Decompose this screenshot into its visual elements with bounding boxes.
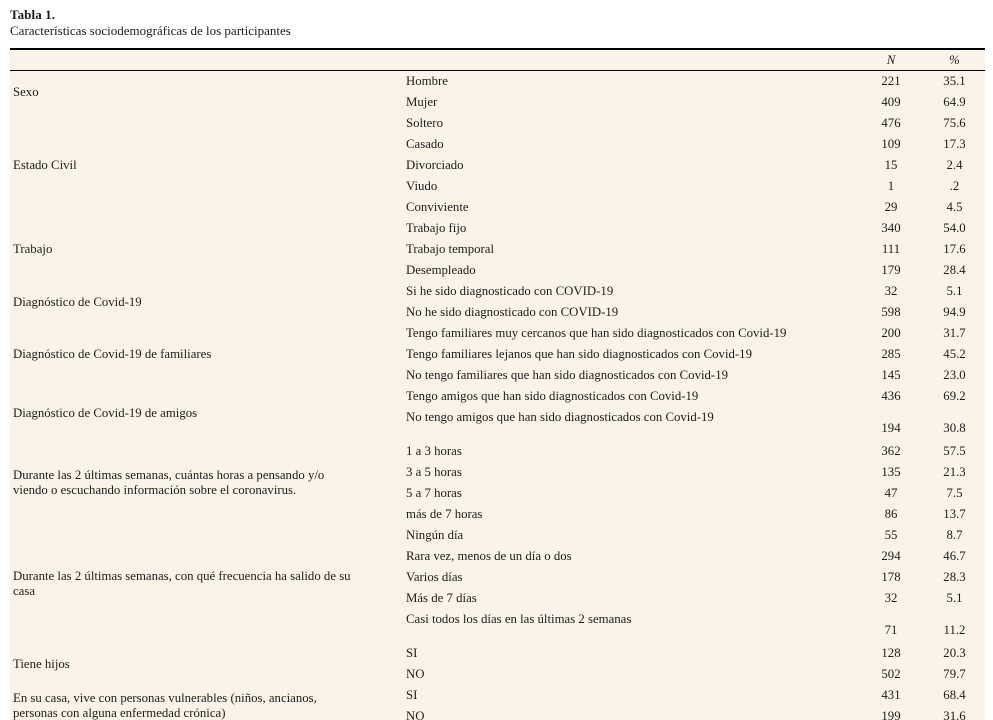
table-row — [10, 323, 985, 344]
pct-value-cell: .2 — [949, 179, 960, 193]
pct-value-cell: 45.2 — [943, 347, 966, 361]
pct-value-cell: 94.9 — [943, 305, 966, 319]
item-cell: Conviviente — [406, 200, 469, 214]
pct-value-cell: 7.5 — [946, 486, 963, 500]
category-cell: Tiene hijos — [13, 656, 70, 671]
pct-value-cell: 31.7 — [943, 326, 966, 340]
pct-value-cell: 28.3 — [943, 570, 966, 584]
table-row — [10, 685, 985, 706]
n-value-cell: 285 — [881, 347, 901, 361]
pct-value-cell: 30.8 — [943, 421, 966, 435]
item-cell: Divorciado — [406, 158, 464, 172]
n-value-cell: 436 — [881, 389, 901, 403]
pct-value-cell: 20.3 — [943, 646, 966, 660]
n-value-cell: 47 — [884, 486, 898, 500]
pct-value-cell: 5.1 — [946, 284, 963, 298]
pct-value-cell: 5.1 — [946, 591, 963, 605]
n-value-cell: 55 — [884, 528, 898, 542]
column-header-n: N — [858, 49, 924, 71]
category-cell: Estado Civil — [13, 158, 77, 172]
item-cell: Mujer — [406, 95, 438, 109]
item-cell: Tengo amigos que han sido diagnosticados con Covid-19 — [406, 389, 699, 403]
column-header-pct: % — [924, 49, 985, 71]
n-value-cell: 32 — [884, 284, 898, 298]
n-value-cell: 431 — [881, 688, 901, 702]
n-value-cell: 476 — [881, 116, 901, 130]
table-row — [10, 71, 985, 93]
n-value-cell: 598 — [881, 305, 901, 319]
table-label: Tabla 1. — [10, 7, 56, 22]
n-value-cell: 32 — [884, 591, 898, 605]
n-value-cell: 340 — [881, 221, 901, 235]
header-cell-item — [406, 49, 858, 71]
item-cell: Trabajo temporal — [406, 242, 495, 256]
item-cell: Hombre — [406, 74, 448, 88]
pct-value-cell: 64.9 — [943, 95, 966, 109]
category-cell: Durante las 2 últimas semanas, con qué frecuencia ha salido de su casa — [13, 569, 351, 598]
n-value-cell: 135 — [881, 465, 901, 479]
pct-value-cell: 13.7 — [943, 507, 966, 521]
item-cell: Soltero — [406, 116, 443, 130]
item-cell: Varios días — [406, 570, 463, 584]
pct-value-cell: 17.3 — [943, 137, 966, 151]
pct-value-cell: 31.6 — [943, 709, 966, 720]
n-value-cell: 1 — [887, 179, 895, 193]
sociodemographics-table — [10, 48, 985, 720]
category-cell: Diagnóstico de Covid-19 de amigos — [13, 406, 198, 420]
item-cell: Tengo familiares muy cercanos que han sido diagnosticados con Covid-19 — [406, 326, 787, 340]
pct-value-cell: 54.0 — [943, 221, 966, 235]
pct-value-cell: 2.4 — [946, 158, 963, 172]
item-cell: NO — [406, 667, 425, 681]
n-value-cell: 145 — [881, 368, 901, 382]
n-value-cell: 409 — [881, 95, 901, 109]
item-cell: NO — [406, 709, 425, 720]
table-header — [10, 49, 985, 71]
table-row — [10, 525, 985, 546]
pct-value-cell: 69.2 — [943, 389, 966, 403]
item-cell: SI — [406, 646, 418, 660]
n-value-cell: 15 — [884, 158, 898, 172]
item-cell: Trabajo fijo — [406, 221, 467, 235]
pct-value-cell: 57.5 — [943, 444, 966, 458]
n-value-cell: 200 — [881, 326, 901, 340]
item-cell: 3 a 5 horas — [406, 465, 462, 479]
n-value-cell: 178 — [881, 570, 901, 584]
table-row — [10, 113, 985, 134]
item-cell: más de 7 horas — [406, 507, 483, 521]
table-row — [10, 218, 985, 239]
table-body — [10, 71, 985, 720]
n-value-cell: 221 — [881, 74, 901, 88]
n-value-cell: 111 — [881, 242, 901, 256]
n-value-cell: 109 — [881, 137, 901, 151]
category-cell: Diagnóstico de Covid-19 de familiares — [13, 347, 212, 361]
n-value-cell: 194 — [881, 421, 901, 435]
item-cell: Más de 7 días — [406, 591, 477, 605]
table-row — [10, 643, 985, 664]
table-row — [10, 441, 985, 462]
header-cell-category — [10, 49, 406, 71]
pct-value-cell: 68.4 — [943, 688, 966, 702]
n-value-cell: 86 — [884, 507, 898, 521]
n-value-cell: 294 — [881, 549, 901, 563]
n-value-cell: 362 — [881, 444, 901, 458]
pct-value-cell: 4.5 — [946, 200, 963, 214]
category-cell: Durante las 2 últimas semanas, cuántas horas a pensando y/o viendo o escuchando información sobre el coronavirus. — [13, 468, 325, 497]
category-cell: Trabajo — [13, 242, 53, 256]
n-value-cell: 502 — [881, 667, 901, 681]
category-cell: Diagnóstico de Covid-19 — [13, 294, 142, 309]
item-cell: 1 a 3 horas — [406, 444, 462, 458]
item-cell: Casado — [406, 137, 444, 151]
category-cell: En su casa, vive con personas vulnerables (niños, ancianos, personas con alguna enfermedad crónica) — [13, 691, 317, 720]
pct-value-cell: 23.0 — [943, 368, 966, 382]
item-cell: No tengo familiares que han sido diagnosticados con Covid-19 — [406, 368, 728, 382]
pct-value-cell: 17.6 — [943, 242, 966, 256]
pct-value-cell: 35.1 — [943, 74, 966, 88]
category-cell: Sexo — [13, 84, 39, 99]
n-value-cell: 29 — [884, 200, 898, 214]
item-cell: 5 a 7 horas — [406, 486, 462, 500]
item-cell: SI — [406, 688, 418, 702]
header-row — [10, 49, 985, 71]
item-cell: No tengo amigos que han sido diagnosticados con Covid-19 — [406, 410, 714, 424]
table-row — [10, 386, 985, 407]
pct-value-cell: 79.7 — [943, 667, 966, 681]
n-value-cell: 179 — [881, 263, 901, 277]
n-value-cell: 199 — [881, 709, 901, 720]
item-cell: Viudo — [406, 179, 438, 193]
pct-value-cell: 11.2 — [943, 623, 966, 637]
pct-value-cell: 21.3 — [943, 465, 966, 479]
item-cell: No he sido diagnosticado con COVID-19 — [406, 305, 619, 319]
item-cell: Casi todos los días en las últimas 2 semanas — [406, 612, 632, 626]
pct-value-cell: 28.4 — [943, 263, 966, 277]
n-value-cell: 128 — [881, 646, 901, 660]
item-cell: Desempleado — [406, 263, 476, 277]
item-cell: Tengo familiares lejanos que han sido diagnosticados con Covid-19 — [406, 347, 752, 361]
pct-value-cell: 8.7 — [946, 528, 963, 542]
item-cell: Si he sido diagnosticado con COVID-19 — [406, 284, 614, 298]
n-value-cell: 71 — [884, 623, 898, 637]
table-caption: Características sociodemográficas de los participantes — [10, 23, 291, 38]
table-row — [10, 281, 985, 302]
pct-value-cell: 46.7 — [943, 549, 966, 563]
item-cell: Ningún día — [406, 528, 464, 542]
item-cell: Rara vez, menos de un día o dos — [406, 549, 572, 563]
pct-value-cell: 75.6 — [943, 116, 966, 130]
